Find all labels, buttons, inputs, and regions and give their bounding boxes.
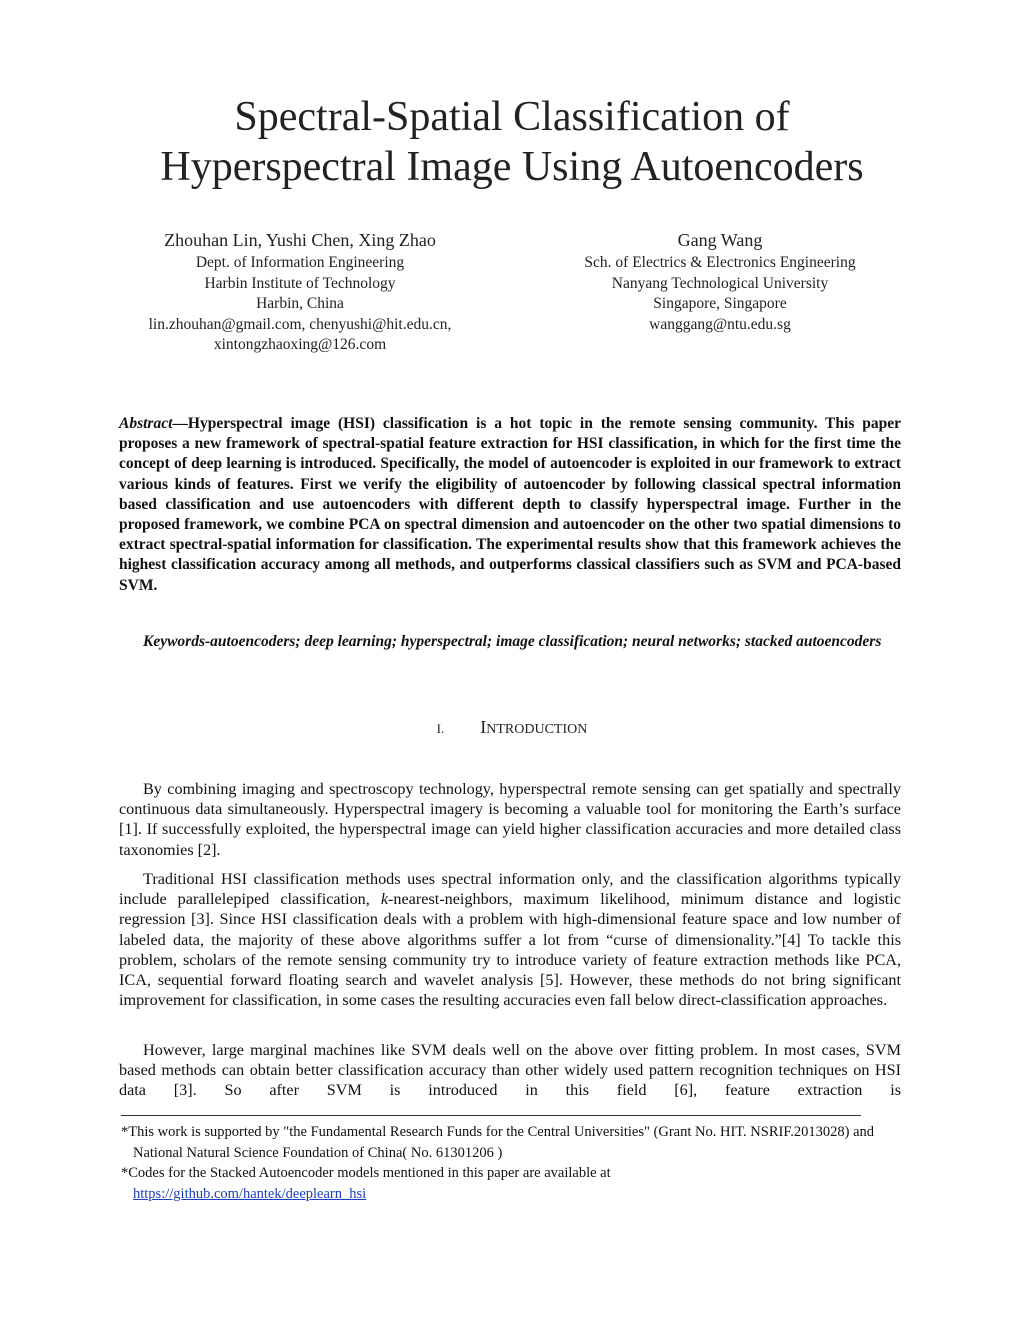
section-title-rest: NTRODUCTION: [486, 722, 588, 737]
body-paragraph-2: [119, 869, 901, 1020]
section-title-initial: I: [480, 717, 487, 737]
title-line-1: Spectral-Spatial Classification of: [234, 94, 790, 140]
section-number: I.: [436, 721, 445, 736]
author-location-left: Harbin, China: [256, 295, 344, 312]
author-block-right: [520, 228, 920, 335]
paragraph-2-part-1: Traditional HSI classification methods uses spectral information only, and the classification algorithms typically include parallelepiped classification,: [119, 870, 901, 909]
author-institution-right: Nanyang Technological University: [611, 274, 829, 292]
author-block-left: [100, 228, 500, 356]
abstract-label: Abstract: [119, 415, 173, 432]
paragraph-text: By combining imaging and spectroscopy technology, hyperspectral remote sensing can get spatially and spectrally continuous data simultaneously. Hyperspectral imagery is becoming a valuable tool for monitoring the Earth’s surface [1]. If successfully exploited, the hyperspectral image can yield higher classification accuracies and more detailed class taxonomies [2].: [119, 780, 901, 859]
author-email-right: wanggang@ntu.edu.sg: [649, 315, 791, 333]
author-emails-left-1: lin.zhouhan@gmail.com, chenyushi@hit.edu.cn,: [148, 315, 452, 333]
abstract-text: —Hyperspectral image (HSI) classification is a hot topic in the remote sensing community. This paper proposes a new framework of spectral-spatial feature extraction for HSI classification, in which for the first time the concept of deep learning is introduced. Specifically, the model of autoencoder is exploited in our framework to extract various kinds of features. First we verify the eligibility of autoencoder by following classical spectral information based classification and use autoencoders with different depth to classify hyperspectral image. Further in the proposed framework, we combine PCA on spectral dimension and autoencoder on the other two spatial dimensions to extract spectral-spatial information for classification. The experimental results show that this framework achieves the highest classification accuracy among all methods, and outperforms classical classifiers such as SVM and PCA-based SVM.: [119, 415, 901, 594]
footnote-funding: *This work is supported by "the Fundamental Research Funds for the Central Universities" (Grant No. HIT. NSRIF.2013028) and National Natural Science Foundation of China( No. 61301206 ): [121, 1124, 875, 1161]
paragraph-text: However, large marginal machines like SVM deals well on the above over fitting problem. In most cases, SVM based methods can obtain better classification accuracy than other widely used pattern recognition techniques on HSI data [3]. So after SVM is introduced in this field [6], feature extraction is: [119, 1041, 901, 1100]
author-location-right: Singapore, Singapore: [653, 295, 787, 312]
keywords: Keywords-autoencoders; deep learning; hyperspectral; image classification; neural networks; stacked autoencoders: [143, 633, 882, 650]
body-paragraph-3: [119, 1040, 901, 1100]
footnote-code: [121, 1163, 881, 1204]
footnotes: [121, 1122, 881, 1204]
footnote-code-text: *Codes for the Stacked Autoencoder models mentioned in this paper are available at: [121, 1165, 611, 1181]
author-emails-left-2: xintongzhaoxing@126.com: [213, 336, 387, 353]
body-paragraph-1: [119, 779, 901, 870]
paper-title: [0, 92, 1024, 192]
author-dept-left: Dept. of Information Engineering: [195, 254, 405, 271]
title-line-2: Hyperspectral Image Using Autoencoders: [160, 144, 864, 190]
author-institution-left: Harbin Institute of Technology: [204, 274, 396, 292]
author-names-right: Gang Wang: [677, 230, 763, 250]
github-link[interactable]: https://github.com/hantek/deeplearn_hsi: [133, 1185, 367, 1202]
paragraph-text: [119, 869, 901, 1010]
author-dept-right: Sch. of Electrics & Electronics Engineering: [584, 254, 856, 271]
author-names-left: Zhouhan Lin, Yushi Chen, Xing Zhao: [164, 230, 436, 250]
abstract: [119, 414, 901, 596]
paragraph-2-k: k: [380, 890, 389, 909]
paragraph-2-part-2: -nearest-neighbors, maximum likelihood, minimum distance and logistic regression [3]. Since HSI classification deals with a problem with high-dimensional feature space and low number of labeled data, the majority of these above algorithms suffer a lot from “curse of dimensionality.”[4] To tackle this problem, scholars of the remote sensing community try to introduce variety of feature extraction methods like PCA, ICA, sequential forward floating search and wavelet analysis [5]. However, these methods do not bring significant improvement for classification, in some cases the resulting accuracies even fall below direct-classification approaches.: [119, 890, 901, 1010]
section-heading-introduction: [0, 717, 1024, 738]
footnote-divider: [121, 1115, 861, 1116]
